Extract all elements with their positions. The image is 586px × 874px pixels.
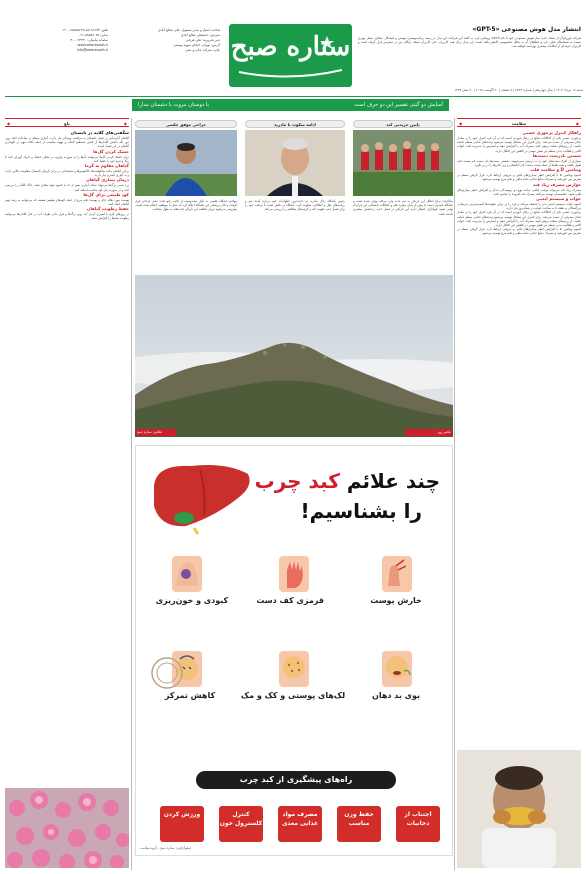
section-body: گیاهان آپارتمانی در فصل تابستان به مراقبت ویژه‌ای نیاز دارند. آبیاری منظم در ساعات خنک روز، دور نگه داشتن گلدان‌ها از تابش مستقیم آفتاب و تهویه مناسب از جمله نکات مهم در نگهداری گیاهان در این فصل است. xyxy=(5,136,129,149)
ad-title-line1: چند علائم xyxy=(346,469,440,493)
section-body: کمبود خواب سیستم ایمنی بدن را ضعیف می‌کند و فرد را در برابر عفونت‌ها آسیب‌پذیرتر می‌سازد. بزرگسالان به هفت تا نه ساعت خواب در شبانه‌روز نیاز دارند. xyxy=(457,202,581,211)
symptom-label: کبودی و خون‌ریزی xyxy=(155,596,229,605)
top-story-headline[interactable]: انتشار مدل هوش مصنوعی «GPT-5» xyxy=(472,26,581,33)
dateline: شنبه ۱۶ مرداد ۱۴۰۴ | سال چهاردهم | شماره ۴۷۶۳ | ۸ صفحه | ۲۰ آگوست ۲۰۲۵ | ۲۰ صفر ۱۴۴۷ xyxy=(454,88,583,92)
section-title[interactable]: عوارض مصرف زیاد قند xyxy=(532,181,581,187)
arrow-icon: ◆ xyxy=(123,121,127,126)
ad-footer: اینفوگرافی: ستاره صبح - گروه سلامت xyxy=(140,846,192,850)
section-title[interactable]: درمان بیماری گیاهان xyxy=(86,177,129,183)
column-tag-garden xyxy=(5,118,129,127)
sports-3-body: مهاجم باشگاه چلسی به دلیل مصدومیت از ناحیه زانو تحت عمل جراحی قرار گرفت و کادر پزشکی این باشگاه اعلام کرد که عمل با موفقیت انجام شده است. پیش‌بینی می‌شود دوران نقاهت این بازیکن چند هفته به طول بینجامد. xyxy=(135,199,237,212)
newspaper-logo[interactable] xyxy=(229,24,352,87)
column-tag-health xyxy=(457,118,581,127)
symptom-label: خارش پوست xyxy=(370,596,422,605)
section-body: در روزهای گرم با اسپری کردن آب روی برگ‌ها و قرار دادن ظرف آب در کنار گلدان‌ها می‌توانید رطوبت محیط را افزایش دهید. xyxy=(5,212,129,221)
arrow-icon: ◆ xyxy=(575,121,579,126)
section-body: پوست موز، تفاله چای و پوست تخم مرغ از جمله کودهای طبیعی هستند که می‌توانند به رشد بهتر گیاهان کمک کنند. xyxy=(5,197,129,207)
photo-landscape xyxy=(135,275,453,437)
top-story-body: شرکت اوپن‌ای‌آی از نسخه جدید مدل هوش مصنوعی خود با نام GPT-5 رونمایی کرد. به گفته این شرکت، این مدل در زمینه برنامه‌نویسی، نوشتن و استدلال عملکرد بسیار بهتری نسبت به نسخه‌های قبلی دارد و خطاهای آن به شکل محسوسی کاهش یافته است. این مدل برای همه کاربران، حتی کاربران نسخه رایگان نیز در دسترس قرار گرفته است و کاربران حرفه‌ای از امکانات بیشتری بهره‌مند خواهند شد. xyxy=(358,36,581,49)
tag-sports-2: ادامه سکوت تا مادرید xyxy=(245,120,345,128)
prevention-card: حفظ وزن مناسب xyxy=(337,806,381,842)
symptom-card-skin-spots xyxy=(279,651,309,687)
masthead xyxy=(0,0,586,112)
tag-label: باغ xyxy=(63,121,70,126)
section-body: مصرف زیاد قند می‌تواند موجب چاقی، دیابت نوع دو، پوسیدگی دندان و افزایش خطر بیماری‌های قلبی شود. متخصصان توصیه می‌کنند مصرف قند افزوده را محدود کنید. xyxy=(457,187,581,196)
ad-title xyxy=(250,468,440,494)
section-title[interactable]: ویتامین D و سلامت قلب xyxy=(530,167,581,173)
photo-flowers xyxy=(5,788,129,868)
photo-caption-left: عکاس: ستاره صبح xyxy=(137,430,163,434)
masthead-rule xyxy=(5,96,581,97)
ad-title-line2: را بشناسیم! xyxy=(300,499,422,523)
section-body: بسیاری از افراد دست‌های خود را به درستی نمی‌شویند. شستن دست‌ها باید دست کم بیست ثانیه طول بکشد و همه نقاط از جمله پشت دست، لای انگشتان و زیر ناخن‌ها را در بر بگیرد. xyxy=(457,158,581,168)
email-link[interactable]: info@setaresobh.ir xyxy=(76,48,108,52)
symptom-label: بوی بد دهان xyxy=(371,691,421,700)
info-line: آدرس: تهران، خیابان شهید بهشتی xyxy=(173,43,220,47)
tag-label: سلامت xyxy=(511,121,527,126)
section-title[interactable]: راهکار کنترل پرخوری عصبی xyxy=(522,130,581,135)
ad-title-highlight: کبد چرب xyxy=(254,469,340,493)
symptom-card-red-palms xyxy=(279,556,309,592)
photo-caption-right: عکس روز xyxy=(437,430,451,434)
symptom-card-itching xyxy=(382,556,412,592)
section-body: پرخوری عصبی یکی از اختلالات شایع در رفتار خوردن است که در آن فرد کنترل خود را بر مقدار غذای مصرفی از دست می‌دهد. برای کنترل این مشکل توصیه می‌شود وعده‌های غذایی منظم داشته باشید، از رژیم‌های سخت پرهیز کنید، مصرف آب را افزایش دهید و استرس را مدیریت کنید. خواب کافی و فعالیت بدنی منظم نیز نقش مهمی در کاهش این اختلال دارند. xyxy=(457,136,581,153)
sports-section xyxy=(135,118,453,274)
prevention-card: ورزش کردن xyxy=(160,806,204,842)
slogan-right: آسایش دو گیتی تفسیر این دو حرف است xyxy=(354,102,443,108)
section-body: برای خشک کردن گل‌ها می‌توانید آن‌ها را به صورت وارونه در محلی خشک و تاریک آویزان کنید تا رنگ و فرم خود را حفظ کنند. xyxy=(5,154,129,163)
slogan-left: با دوستان مروت با دشمنان مدارا xyxy=(138,102,209,108)
prevention-card: اجتناب از دخانیات xyxy=(396,806,440,842)
info-line: سردبیر: حسنعلی صالح آبادی xyxy=(180,33,220,37)
section-title[interactable]: خواب و سیستم ایمنی xyxy=(535,196,581,202)
section-body: پرخوری عصبی یکی از اختلالات شایع در رفتار خوردن است که در آن فرد کنترل خود را بر مقدار غذای مصرفی از دست می‌دهد. برای کنترل این مشکل توصیه می‌شود وعده‌های غذایی منظم داشته باشید، از رژیم‌های سخت پرهیز کنید، مصرف آب را افزایش دهید و استرس را مدیریت کنید. خواب کافی و فعالیت بدنی منظم نیز نقش مهمی در کاهش این اختلال دارند. xyxy=(457,210,581,228)
section-body: کمبود ویتامین D با افزایش خطر بیماری‌های قلبی و عروقی ارتباط دارد. قرار گرفتن منظم در معرض نور خورشید و مصرف منابع غذایی مانند ماهی و تخم مرغ توصیه می‌شود. xyxy=(457,173,581,182)
section-body: کمبود ویتامین D با افزایش خطر بیماری‌های قلبی و عروقی ارتباط دارد. قرار گرفتن منظم در معرض نور خورشید و مصرف منابع غذایی مانند ماهی و تخم مرغ توصیه می‌شود. xyxy=(457,227,581,236)
logo-stamp-icon xyxy=(150,656,184,690)
section-title[interactable]: کود طبیعی برای گل‌ها xyxy=(83,191,129,197)
section-body: برخی گیاهان مانند ساکولنت‌ها، کاکتوس‌ها و شمعدانی در برابر گرمای تابستان مقاومت بالایی دارند و به آبیاری کمتری نیاز دارند. xyxy=(5,169,129,178)
right-column xyxy=(457,118,581,870)
left-column xyxy=(5,118,129,870)
info-line: دبیر تحریریه: علی قربانی xyxy=(185,38,220,42)
info-line: سامانه پیامکی: ۳۰۰۰۲۳۳۳۰ xyxy=(70,38,108,42)
column-divider xyxy=(131,118,132,870)
right-column-text xyxy=(457,130,581,745)
arrow-icon: ◆ xyxy=(7,121,11,126)
column-divider xyxy=(454,118,455,870)
masthead-info-mid xyxy=(115,28,220,53)
section-title[interactable]: خشک کردن گل‌ها xyxy=(93,148,129,154)
logo-text: ستاره صبح xyxy=(230,32,351,62)
symptom-label: کاهش تمرکز xyxy=(164,691,216,700)
tag-sports-3: جراحی موفق چلسی xyxy=(135,120,237,128)
info-line: تلفن: ۸۸۱۹۱۶۷۴-۸۸۸۵۵۲۶۳ - ۰۲۱ xyxy=(61,28,108,32)
masthead-info-left xyxy=(8,28,108,53)
photo-chelsea-player xyxy=(135,130,237,196)
left-column-text xyxy=(5,130,129,785)
prevention-title: راه‌های پیشگیری از کبد چرب xyxy=(196,771,396,789)
photo-football-team xyxy=(353,130,453,196)
symptom-label: لک‌های پوستی و کک و مک xyxy=(240,691,346,700)
photo-man-eating xyxy=(457,750,581,868)
sports-2-body: رئیس باشگاه رئال مادرید در جدیدترین اظهارات خود درباره آینده تیم و برنامه‌های نقل و انتقالاتی سکوت کرد. باشگاه در تلاش است تا ترکیب خود را برای فصل جدید تقویت کند و گزینه‌های مختلفی را بررسی می‌کند. xyxy=(245,199,345,212)
symptom-label: قرمزی کف دست xyxy=(256,596,324,605)
photo-club-president xyxy=(245,130,345,196)
symptom-card-bad-breath xyxy=(382,651,412,687)
section-title[interactable]: شستن نادرست دست‌ها xyxy=(532,152,581,158)
symptom-card-bruising xyxy=(172,556,202,592)
prevention-card: کنترل کلسترول خون xyxy=(219,806,263,842)
section-title[interactable]: حفظ رطوبت گیاهان xyxy=(86,206,129,212)
info-line: صاحب امتیاز و مدیر مسئول: علی صالح آبادی xyxy=(157,28,220,32)
section-title[interactable]: شگفتی‌های گلایه در تابستان xyxy=(70,130,129,135)
liver-icon xyxy=(146,456,256,536)
slogan-bar xyxy=(132,99,449,111)
sports-1-body: مذاکرات برای انتقال این بازیکن به تیم جدید وارد مرحله نهایی شده است و باشگاه امیدوار است تا پیش از پایان پنجره نقل و انتقالات تابستانی این قرارداد نهایی شود. هواداران انتظار دارند این بازیکن در فصل جدید درخشش بیشتری داشته باشد. xyxy=(353,199,453,216)
section-body: زرد شدن برگ‌ها می‌تواند نشانه آبیاری بیش از حد یا کمبود مواد مغذی باشد. خاک گلدان را بررسی کنید و در صورت نیاز کود مناسب اضافه کنید. xyxy=(5,183,129,192)
prevention-card: مصرف مواد غذایی مغذی xyxy=(278,806,322,842)
arrow-icon: ◆ xyxy=(459,121,463,126)
section-title[interactable]: گیاهان مقاوم به گرما xyxy=(84,163,129,169)
tag-sports-1: پایین خریدنی کند xyxy=(353,120,453,128)
fatty-liver-infographic[interactable] xyxy=(135,445,453,856)
info-line: چاپ: شرکت چاپ و نشر xyxy=(185,48,220,52)
website-link[interactable]: www.setaresobh.ir xyxy=(77,43,108,47)
info-line: نمابر: ۸۸۸۵۷۰۳۸-۰۲۱ xyxy=(78,33,108,37)
